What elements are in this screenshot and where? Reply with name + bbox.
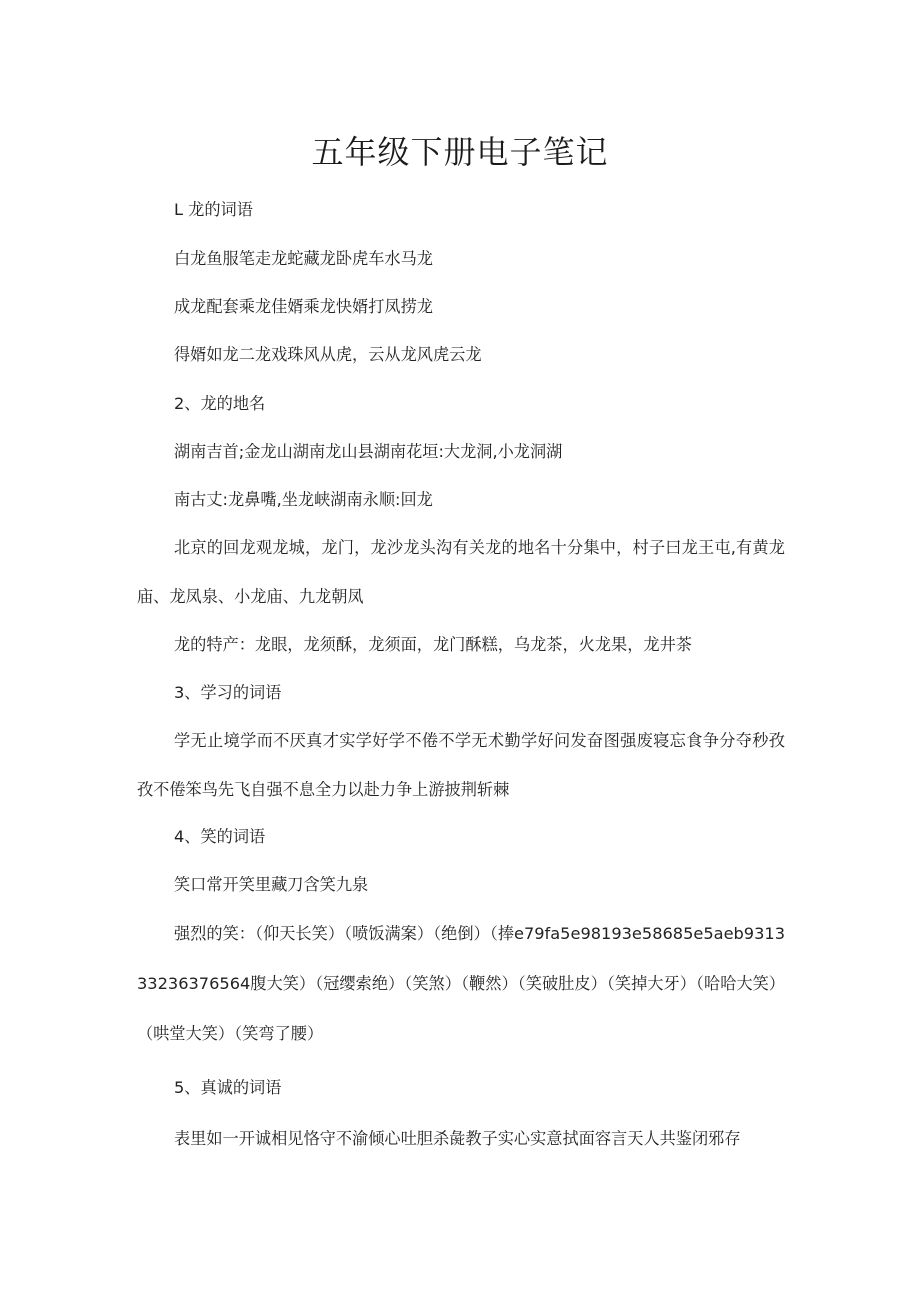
section-heading-sincere-words: 5、真诚的词语 bbox=[174, 1078, 282, 1097]
text-line: 笑口常开笑里藏刀含笑九泉 bbox=[174, 875, 369, 894]
section-heading-dragon-words: L 龙的词语 bbox=[174, 200, 253, 219]
text-line: 得婿如龙二龙戏珠风从虎，云从龙风虎云龙 bbox=[174, 345, 482, 364]
paragraph-strong-laugh: 强烈的笑：（仰天长笑）（喷饭满案）（绝倒）（捧e79fa5e98193e58685e5aeb931333236376564腹大笑）（冠缨索绝）（笑煞）（鞭然）（笑破肚皮）（笑掉大牙）（哈哈大笑）（哄堂大笑）（笑弯了腰） bbox=[137, 924, 785, 1043]
paragraph-beijing-places: 北京的回龙观龙城，龙门，龙沙龙头沟有关龙的地名十分集中，村子曰龙王屯,有黄龙庙、龙凤泉、小龙庙、九龙朝凤 bbox=[137, 538, 785, 606]
section-heading-dragon-places: 2、龙的地名 bbox=[174, 394, 266, 413]
text-line: 南古丈:龙鼻嘴,坐龙峡湖南永顺:回龙 bbox=[174, 490, 433, 509]
text-line: 成龙配套乘龙佳婿乘龙快婿打凤捞龙 bbox=[174, 297, 433, 316]
section-heading-laugh-words: 4、笑的词语 bbox=[174, 827, 266, 846]
page-title: 五年级下册电子笔记 bbox=[311, 133, 609, 171]
text-line: 表里如一开诚相见恪守不渝倾心吐胆杀彘教子实心实意拭面容言天人共鉴闭邪存 bbox=[174, 1129, 741, 1148]
text-line: 龙的特产：龙眼，龙须酥，龙须面，龙门酥糕，乌龙茶，火龙果，龙井茶 bbox=[174, 635, 692, 654]
text-line: 湖南吉首;金龙山湖南龙山县湖南花垣:大龙洞,小龙洞湖 bbox=[174, 442, 563, 461]
paragraph-study-idioms: 学无止境学而不厌真才实学好学不倦不学无术勤学好问发奋图强废寝忘食争分夺秒孜孜不倦笨鸟先飞自强不息全力以赴力争上游披荆斩棘 bbox=[137, 731, 785, 799]
section-heading-study-words: 3、学习的词语 bbox=[174, 683, 282, 702]
text-line: 白龙鱼服笔走龙蛇藏龙卧虎车水马龙 bbox=[174, 249, 433, 268]
